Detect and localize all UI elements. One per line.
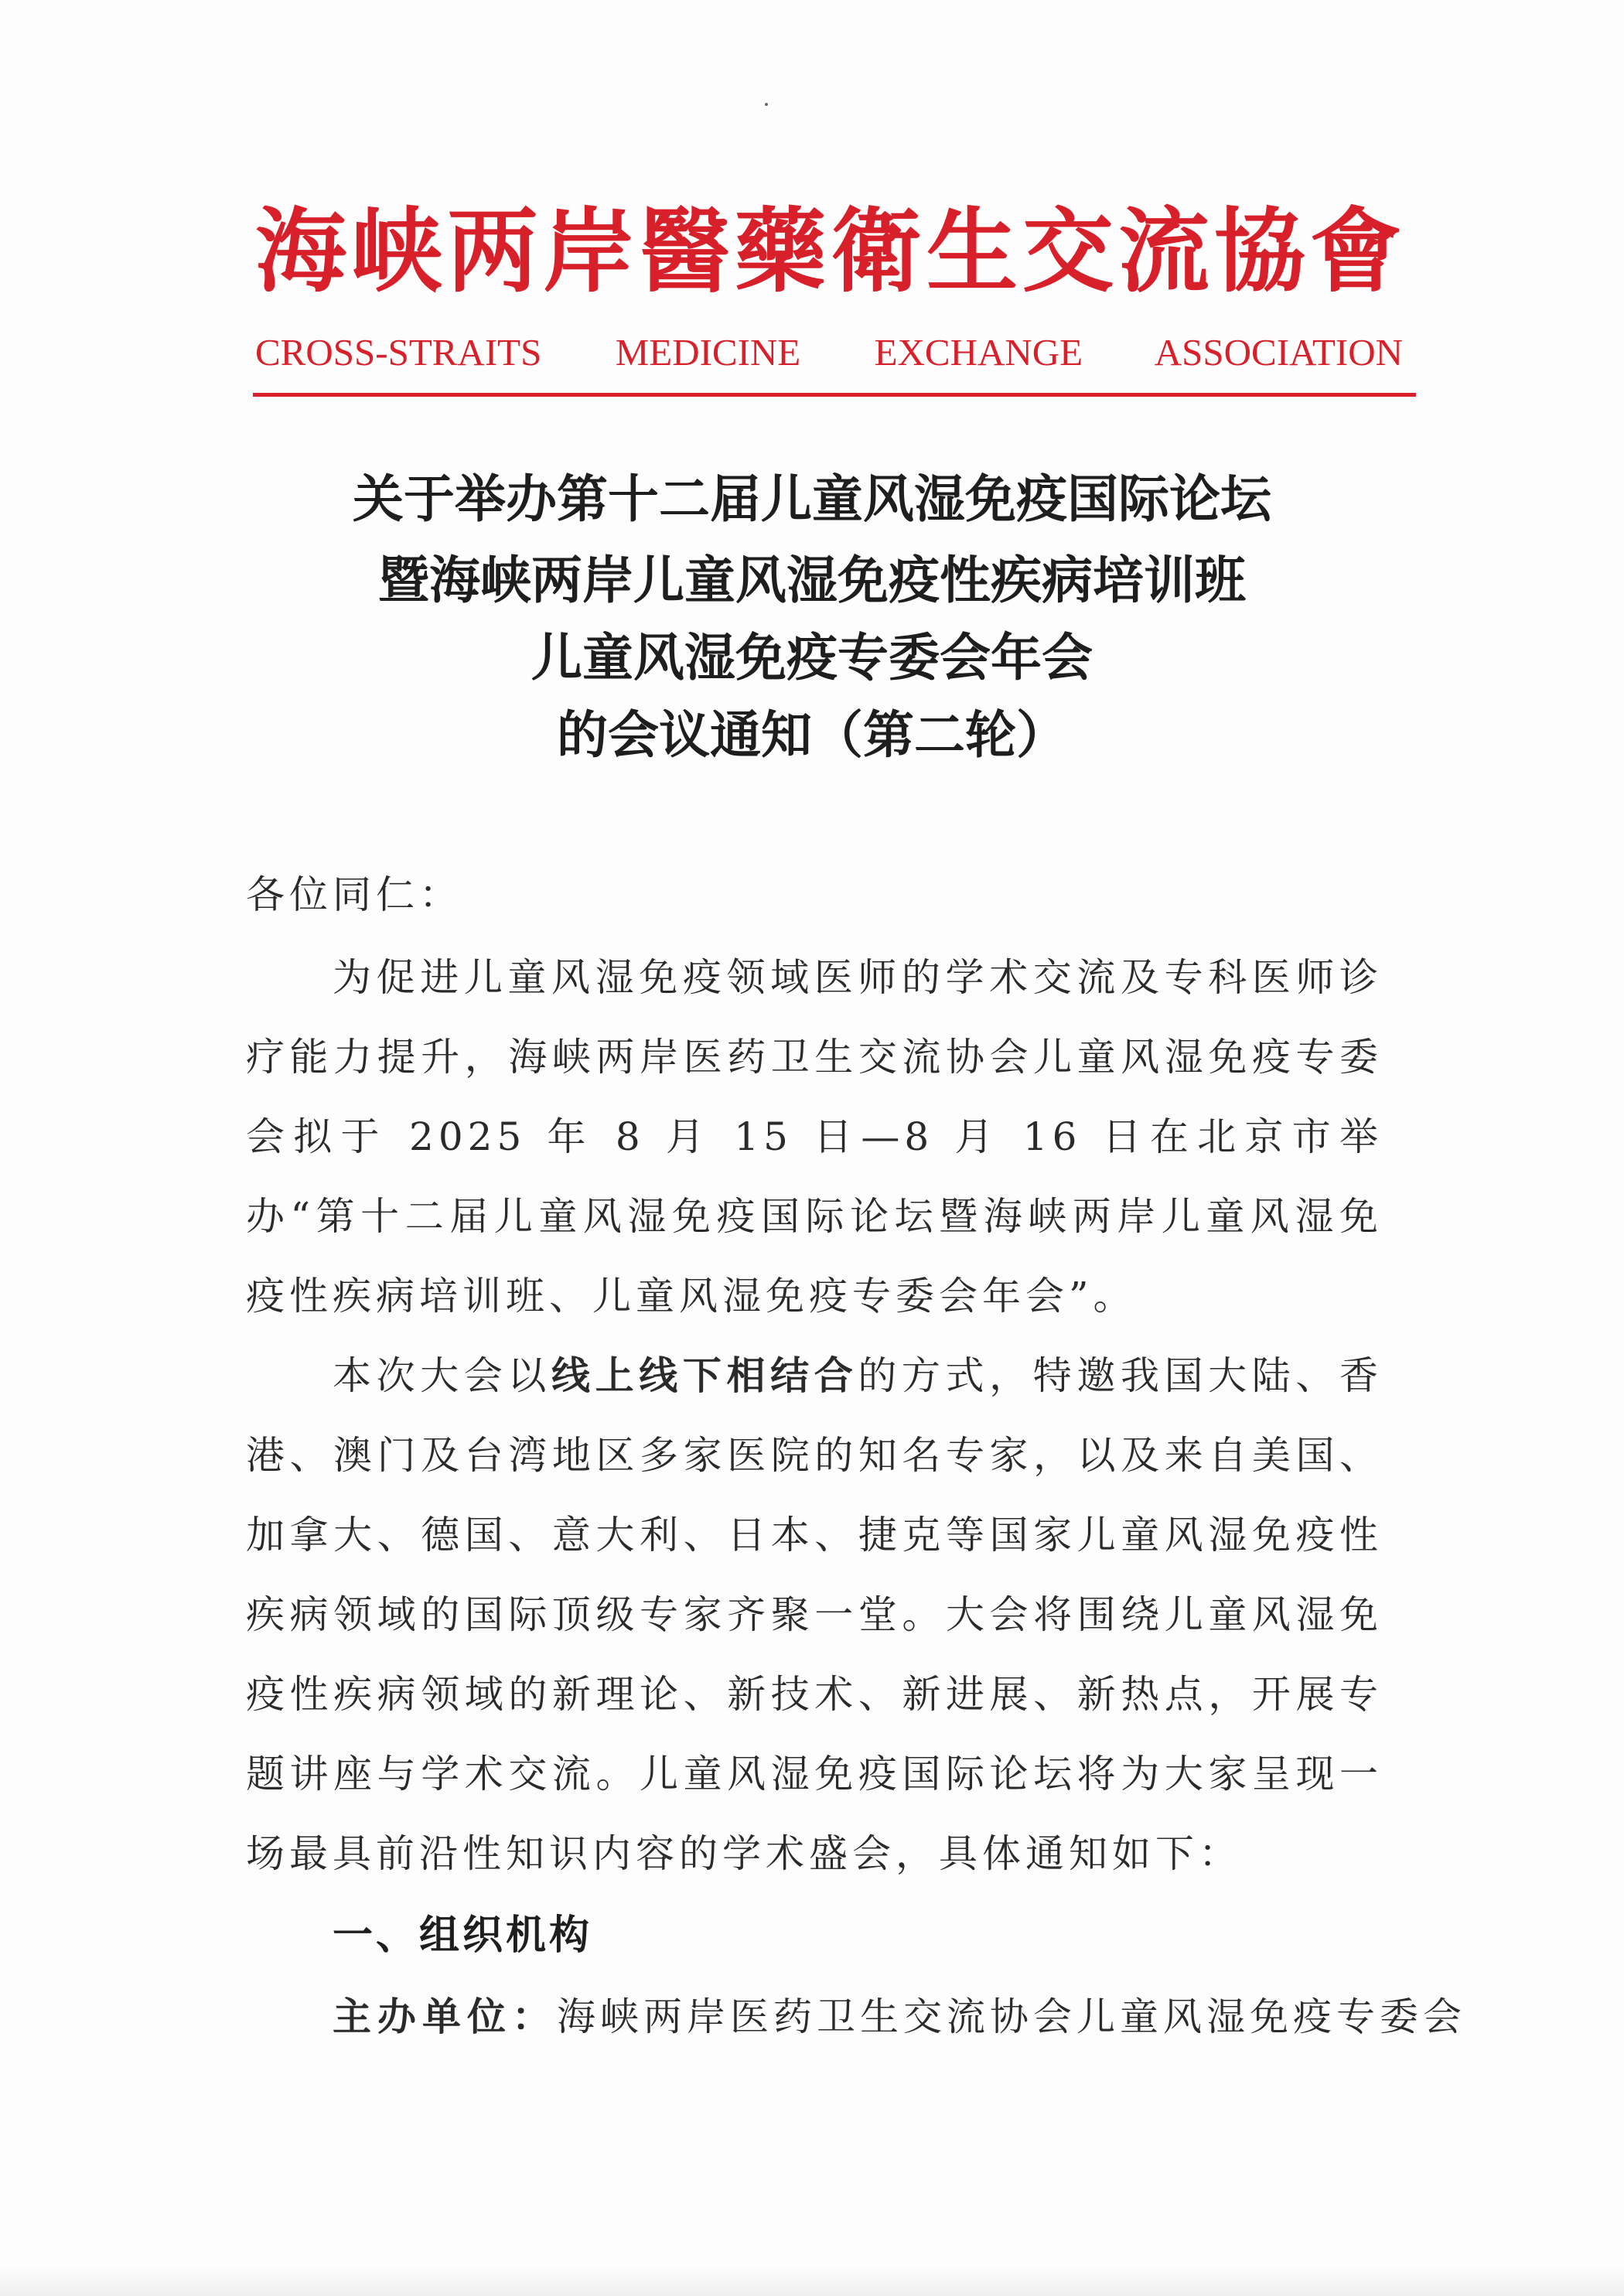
paragraph-intro: 为促进儿童风湿免疫领域医师的学术交流及专科医师诊疗能力提升，海峡两岸医药卫生交流协会儿童风湿免疫专委会拟于 2025 年 8 月 15 日—8 月 16 日在北京市举办“第十二届儿童风湿免疫国际论坛暨海峡两岸儿童风湿免疫性疾病培训班、儿童风湿免疫专委会年会”。 (246, 955, 1383, 1319)
letterhead-name-cn: 海峡两岸醫藥衛生交流協會 (255, 197, 1407, 305)
title-line-4: 的会议通知（第二轮） (557, 704, 1067, 765)
organizer-label: 主办单位： (333, 1994, 557, 2039)
section-heading-organization: 一、组织机构 (333, 1912, 593, 1959)
organizer-line (333, 1977, 1466, 2057)
scan-bottom-edge (0, 2266, 1624, 2296)
title-line-1: 关于举办第十二届儿童风湿免疫国际论坛 (353, 469, 1271, 529)
paragraph-format-emphasis: 线上线下相结合 (551, 1353, 858, 1398)
scan-speck (765, 103, 768, 106)
title-line-3: 儿童风湿免疫专委会年会 (531, 627, 1093, 687)
paragraph-format (246, 1336, 1383, 1894)
organizer-value: 海峡两岸医药卫生交流协会儿童风湿免疫专委会 (557, 1994, 1466, 2039)
letterhead-name-en: CROSS-STRAITS MEDICINE EXCHANGE ASSOCIATION (255, 331, 1403, 374)
salutation: 各位同仁： (246, 872, 462, 917)
title-line-2: 暨海峡两岸儿童风湿免疫性疾病培训班 (378, 550, 1246, 610)
paragraph-format-post: 的方式，特邀我国大陆、香港、澳门及台湾地区多家医院的知名专家，以及来自美国、加拿大、德国、意大利、日本、捷克等国家儿童风湿免疫性疾病领域的国际顶级专家齐聚一堂。大会将围绕儿童风湿免疫性疾病领域的新理论、新技术、新进展、新热点，开展专题讲座与学术交流。儿童风湿免疫国际论坛将为大家呈现一场最具前沿性知识内容的学术盛会，具体通知如下： (246, 1353, 1383, 1876)
letterhead-divider (253, 393, 1416, 397)
paragraph-format-pre: 本次大会以 (333, 1353, 552, 1398)
